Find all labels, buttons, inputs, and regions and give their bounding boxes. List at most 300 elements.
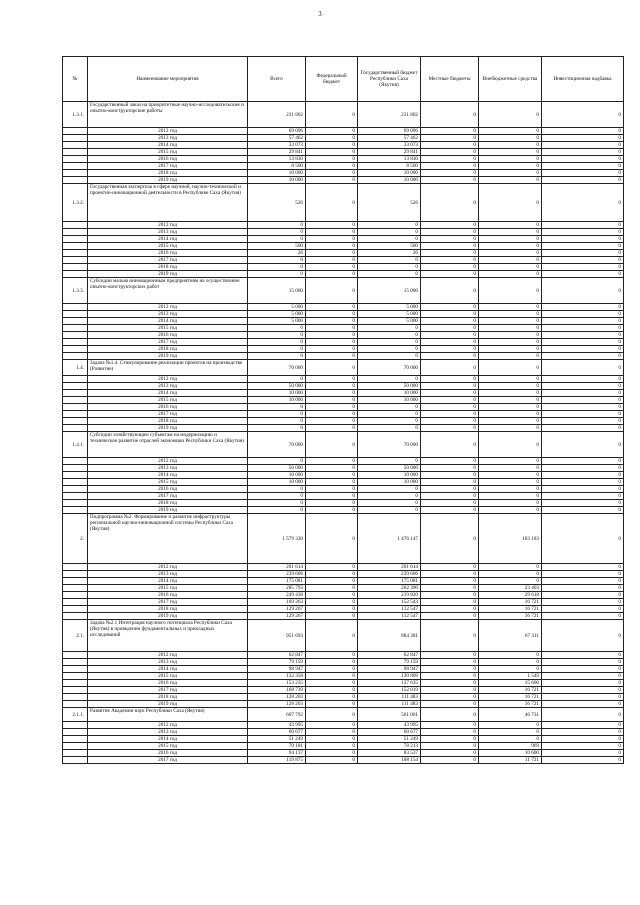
year-row xyxy=(63,149,624,156)
year-row xyxy=(63,411,624,418)
year-republic: 262 390 xyxy=(358,585,421,592)
empty-cell xyxy=(63,397,88,404)
section-extrabudget: 46 731 xyxy=(479,708,542,722)
year-local: 0 xyxy=(421,304,479,311)
year-local: 0 xyxy=(421,257,479,264)
year-investment: 0 xyxy=(542,383,624,390)
year-label: 2013 год xyxy=(88,571,248,578)
year-federal: 0 xyxy=(306,411,358,418)
year-total: 62 847 xyxy=(248,652,306,659)
year-federal: 0 xyxy=(306,397,358,404)
year-row xyxy=(63,694,624,701)
year-label: 2015 год xyxy=(88,743,248,750)
year-republic: 0 xyxy=(358,486,421,493)
year-republic: 78 213 xyxy=(358,743,421,750)
year-republic: 5 000 xyxy=(358,318,421,325)
empty-cell xyxy=(63,694,88,701)
section-federal: 0 xyxy=(306,514,358,564)
year-row xyxy=(63,606,624,613)
year-federal: 0 xyxy=(306,383,358,390)
year-total: 5 000 xyxy=(248,304,306,311)
year-total: 132 358 xyxy=(248,673,306,680)
year-republic: 152 019 xyxy=(358,687,421,694)
year-republic: 0 xyxy=(358,264,421,271)
year-federal: 0 xyxy=(306,729,358,736)
year-label: 2012 год xyxy=(88,458,248,465)
year-federal: 0 xyxy=(306,564,358,571)
year-investment: 0 xyxy=(542,578,624,585)
year-federal: 0 xyxy=(306,722,358,729)
year-federal: 0 xyxy=(306,390,358,397)
header-republic: Государственный бюджет Республики Саха (Якутия) xyxy=(358,57,421,102)
year-extrabudget: 1 549 xyxy=(479,673,542,680)
year-total: 500 xyxy=(248,243,306,250)
year-federal: 0 xyxy=(306,332,358,339)
empty-cell xyxy=(63,236,88,243)
year-row xyxy=(63,390,624,397)
section-investment: 0 xyxy=(542,184,624,222)
year-total: 0 xyxy=(248,418,306,425)
empty-cell xyxy=(63,135,88,142)
year-total: 0 xyxy=(248,353,306,360)
year-federal: 0 xyxy=(306,578,358,585)
empty-cell xyxy=(63,585,88,592)
header-investment: Инвестиционная надбавка xyxy=(542,57,624,102)
year-label: 2016 год xyxy=(88,332,248,339)
year-federal: 0 xyxy=(306,425,358,432)
section-row xyxy=(63,184,624,222)
year-row xyxy=(63,486,624,493)
empty-cell xyxy=(63,271,88,278)
year-label: 2013 год xyxy=(88,383,248,390)
empty-cell xyxy=(63,304,88,311)
year-investment: 0 xyxy=(542,486,624,493)
year-republic: 175 081 xyxy=(358,578,421,585)
empty-cell xyxy=(63,666,88,673)
section-code: 2.1.1. xyxy=(63,708,88,722)
year-investment: 0 xyxy=(542,163,624,170)
year-label: 2014 год xyxy=(88,736,248,743)
empty-cell xyxy=(63,571,88,578)
year-label: 2017 год xyxy=(88,493,248,500)
section-extrabudget: 0 xyxy=(479,432,542,458)
year-local: 0 xyxy=(421,750,479,757)
header-extrabudget: Внебюджетные средства xyxy=(479,57,542,102)
year-extrabudget: 0 xyxy=(479,332,542,339)
year-row xyxy=(63,687,624,694)
year-total: 0 xyxy=(248,339,306,346)
year-federal: 0 xyxy=(306,229,358,236)
year-label: 2014 год xyxy=(88,390,248,397)
year-label: 2014 год xyxy=(88,318,248,325)
year-local: 0 xyxy=(421,652,479,659)
year-republic: 69 096 xyxy=(358,128,421,135)
year-local: 0 xyxy=(421,177,479,184)
year-investment: 0 xyxy=(542,229,624,236)
year-republic: 108 154 xyxy=(358,757,421,764)
section-total: 1 579 330 xyxy=(248,514,306,564)
year-federal: 0 xyxy=(306,666,358,673)
year-total: 0 xyxy=(248,264,306,271)
year-row xyxy=(63,571,624,578)
empty-cell xyxy=(63,222,88,229)
year-federal: 0 xyxy=(306,418,358,425)
year-extrabudget: 0 xyxy=(479,128,542,135)
year-republic: 60 677 xyxy=(358,729,421,736)
year-extrabudget: 10 600 xyxy=(479,750,542,757)
year-label: 2012 год xyxy=(88,564,248,571)
year-federal: 0 xyxy=(306,325,358,332)
year-row xyxy=(63,229,624,236)
year-republic: 500 xyxy=(358,243,421,250)
year-total: 0 xyxy=(248,411,306,418)
empty-cell xyxy=(63,465,88,472)
year-row xyxy=(63,376,624,383)
section-row xyxy=(63,278,624,304)
year-investment: 0 xyxy=(542,411,624,418)
year-extrabudget: 0 xyxy=(479,729,542,736)
year-republic: 0 xyxy=(358,222,421,229)
year-investment: 0 xyxy=(542,156,624,163)
year-row xyxy=(63,404,624,411)
section-row xyxy=(63,620,624,652)
year-label: 2018 год xyxy=(88,170,248,177)
year-investment: 0 xyxy=(542,722,624,729)
year-federal: 0 xyxy=(306,128,358,135)
year-row xyxy=(63,128,624,135)
year-label: 2017 год xyxy=(88,687,248,694)
year-total: 119 875 xyxy=(248,757,306,764)
year-extrabudget: 0 xyxy=(479,465,542,472)
year-investment: 0 xyxy=(542,257,624,264)
section-row xyxy=(63,432,624,458)
year-local: 0 xyxy=(421,564,479,571)
year-federal: 0 xyxy=(306,222,358,229)
year-federal: 0 xyxy=(306,599,358,606)
empty-cell xyxy=(63,425,88,432)
year-label: 2019 год xyxy=(88,701,248,708)
year-extrabudget: 0 xyxy=(479,500,542,507)
year-extrabudget: 0 xyxy=(479,493,542,500)
section-local: 0 xyxy=(421,102,479,128)
year-row xyxy=(63,425,624,432)
year-federal: 0 xyxy=(306,250,358,257)
section-republic: 561 061 xyxy=(358,708,421,722)
section-local: 0 xyxy=(421,432,479,458)
year-local: 0 xyxy=(421,486,479,493)
year-investment: 0 xyxy=(542,599,624,606)
year-local: 0 xyxy=(421,156,479,163)
year-total: 10 000 xyxy=(248,390,306,397)
empty-cell xyxy=(63,177,88,184)
year-row xyxy=(63,250,624,257)
section-row xyxy=(63,514,624,564)
year-republic: 51 249 xyxy=(358,736,421,743)
year-label: 2018 год xyxy=(88,264,248,271)
year-local: 0 xyxy=(421,606,479,613)
year-label: 2014 год xyxy=(88,472,248,479)
year-extrabudget: 0 xyxy=(479,507,542,514)
year-row xyxy=(63,500,624,507)
year-federal: 0 xyxy=(306,376,358,383)
empty-cell xyxy=(63,652,88,659)
year-local: 0 xyxy=(421,376,479,383)
year-total: 128 203 xyxy=(248,694,306,701)
year-federal: 0 xyxy=(306,142,358,149)
year-total: 285 793 xyxy=(248,585,306,592)
section-code: 2. xyxy=(63,514,88,564)
section-extrabudget: 103 183 xyxy=(479,514,542,564)
year-local: 0 xyxy=(421,390,479,397)
year-federal: 0 xyxy=(306,687,358,694)
year-republic: 83 537 xyxy=(358,750,421,757)
year-investment: 0 xyxy=(542,750,624,757)
empty-cell xyxy=(63,743,88,750)
year-local: 0 xyxy=(421,128,479,135)
section-name: Государственный заказ на приоритетные научно-исследовательские и опытно-конструкторские работы xyxy=(88,102,248,128)
year-local: 0 xyxy=(421,411,479,418)
year-total: 168 739 xyxy=(248,687,306,694)
year-republic: 79 159 xyxy=(358,659,421,666)
empty-cell xyxy=(63,142,88,149)
year-label: 2015 год xyxy=(88,243,248,250)
year-row xyxy=(63,156,624,163)
year-total: 129 267 xyxy=(248,613,306,620)
section-code: 1.3.2. xyxy=(63,184,88,222)
year-republic: 0 xyxy=(358,236,421,243)
year-extrabudget: 16 721 xyxy=(479,687,542,694)
year-extrabudget: 0 xyxy=(479,222,542,229)
year-label: 2019 год xyxy=(88,271,248,278)
section-republic: 15 000 xyxy=(358,278,421,304)
year-local: 0 xyxy=(421,680,479,687)
year-total: 60 677 xyxy=(248,729,306,736)
year-extrabudget: 0 xyxy=(479,390,542,397)
header-activity: Наименование мероприятия xyxy=(88,57,248,102)
year-label: 2012 год xyxy=(88,222,248,229)
section-republic: 1 476 147 xyxy=(358,514,421,564)
year-label: 2016 год xyxy=(88,592,248,599)
year-label: 2017 год xyxy=(88,257,248,264)
year-republic: 0 xyxy=(358,425,421,432)
table-header-row xyxy=(63,57,624,102)
section-name: Подпрограмма №2. Формирование и развитие инфраструктуры региональной научно-инновационной системы Республики Саха (Якутия) xyxy=(88,514,248,564)
year-federal: 0 xyxy=(306,613,358,620)
section-federal: 0 xyxy=(306,432,358,458)
year-republic: 0 xyxy=(358,458,421,465)
empty-cell xyxy=(63,332,88,339)
year-label: 2012 год xyxy=(88,652,248,659)
year-investment: 0 xyxy=(542,318,624,325)
year-federal: 0 xyxy=(306,170,358,177)
year-investment: 0 xyxy=(542,592,624,599)
empty-cell xyxy=(63,613,88,620)
year-investment: 0 xyxy=(542,472,624,479)
year-row xyxy=(63,465,624,472)
year-label: 2014 год xyxy=(88,142,248,149)
year-row xyxy=(63,271,624,278)
year-investment: 0 xyxy=(542,325,624,332)
year-extrabudget: 969 xyxy=(479,743,542,750)
year-label: 2013 год xyxy=(88,311,248,318)
empty-cell xyxy=(63,659,88,666)
year-extrabudget: 0 xyxy=(479,271,542,278)
year-republic: 26 xyxy=(358,250,421,257)
section-name: Задача №1.4. Стимулирование реализации проектов на производстве (Развитие) xyxy=(88,360,248,376)
year-total: 13 830 xyxy=(248,156,306,163)
year-total: 153 235 xyxy=(248,680,306,687)
year-extrabudget: 0 xyxy=(479,346,542,353)
year-investment: 0 xyxy=(542,149,624,156)
year-investment: 0 xyxy=(542,236,624,243)
year-federal: 0 xyxy=(306,585,358,592)
year-row xyxy=(63,418,624,425)
header-number: № xyxy=(63,57,88,102)
year-republic: 10 000 xyxy=(358,177,421,184)
year-investment: 0 xyxy=(542,507,624,514)
empty-cell xyxy=(63,353,88,360)
year-total: 0 xyxy=(248,222,306,229)
year-republic: 0 xyxy=(358,376,421,383)
year-row xyxy=(63,257,624,264)
year-label: 2016 год xyxy=(88,486,248,493)
year-total: 10 000 xyxy=(248,170,306,177)
year-extrabudget: 0 xyxy=(479,156,542,163)
section-code: 1.3.1. xyxy=(63,102,88,128)
section-name: Развитие Академии наук Республики Саха (Якутия) xyxy=(88,708,248,722)
year-total: 0 xyxy=(248,271,306,278)
year-federal: 0 xyxy=(306,571,358,578)
section-investment: 0 xyxy=(542,514,624,564)
year-republic: 10 000 xyxy=(358,170,421,177)
year-investment: 0 xyxy=(542,479,624,486)
year-local: 0 xyxy=(421,264,479,271)
year-row xyxy=(63,243,624,250)
year-federal: 0 xyxy=(306,236,358,243)
year-extrabudget: 0 xyxy=(479,376,542,383)
section-investment: 0 xyxy=(542,278,624,304)
year-total: 249 438 xyxy=(248,592,306,599)
year-republic: 13 830 xyxy=(358,156,421,163)
section-name: Задача №2.1 Интеграция научного потенциала Республики Саха (Якутия) в проведении фундаментальных и прикладных исследований xyxy=(88,620,248,652)
year-row xyxy=(63,325,624,332)
year-republic: 5 000 xyxy=(358,304,421,311)
year-federal: 0 xyxy=(306,757,358,764)
year-investment: 0 xyxy=(542,390,624,397)
year-republic: 10 000 xyxy=(358,390,421,397)
section-row xyxy=(63,708,624,722)
year-total: 0 xyxy=(248,500,306,507)
year-republic: 33 073 xyxy=(358,142,421,149)
section-code: 2.1. xyxy=(63,620,88,652)
year-republic: 98 947 xyxy=(358,666,421,673)
year-label: 2016 год xyxy=(88,404,248,411)
year-row xyxy=(63,472,624,479)
year-local: 0 xyxy=(421,666,479,673)
year-total: 5 000 xyxy=(248,318,306,325)
year-total: 239 606 xyxy=(248,571,306,578)
year-label: 2017 год xyxy=(88,757,248,764)
year-total: 50 000 xyxy=(248,383,306,390)
year-investment: 0 xyxy=(542,673,624,680)
year-label: 2018 год xyxy=(88,500,248,507)
year-total: 0 xyxy=(248,486,306,493)
year-row xyxy=(63,564,624,571)
year-republic: 0 xyxy=(358,346,421,353)
year-row xyxy=(63,332,624,339)
year-label: 2012 год xyxy=(88,722,248,729)
year-row xyxy=(63,743,624,750)
section-total: 526 xyxy=(248,184,306,222)
empty-cell xyxy=(63,149,88,156)
year-republic: 29 841 xyxy=(358,149,421,156)
year-investment: 0 xyxy=(542,757,624,764)
year-extrabudget: 0 xyxy=(479,383,542,390)
year-total: 29 841 xyxy=(248,149,306,156)
section-row xyxy=(63,102,624,128)
empty-cell xyxy=(63,318,88,325)
year-label: 2018 год xyxy=(88,694,248,701)
year-republic: 10 000 xyxy=(358,472,421,479)
empty-cell xyxy=(63,500,88,507)
year-republic: 0 xyxy=(358,353,421,360)
section-investment: 0 xyxy=(542,708,624,722)
empty-cell xyxy=(63,606,88,613)
year-total: 0 xyxy=(248,346,306,353)
year-row xyxy=(63,163,624,170)
section-total: 607 792 xyxy=(248,708,306,722)
year-investment: 0 xyxy=(542,493,624,500)
year-republic: 239 606 xyxy=(358,571,421,578)
year-extrabudget: 0 xyxy=(479,472,542,479)
year-total: 169 263 xyxy=(248,599,306,606)
year-extrabudget: 0 xyxy=(479,250,542,257)
year-federal: 0 xyxy=(306,500,358,507)
year-label: 2016 год xyxy=(88,680,248,687)
empty-cell xyxy=(63,383,88,390)
section-extrabudget: 0 xyxy=(479,184,542,222)
year-extrabudget: 0 xyxy=(479,311,542,318)
year-row xyxy=(63,479,624,486)
year-row xyxy=(63,318,624,325)
year-label: 2014 год xyxy=(88,578,248,585)
year-local: 0 xyxy=(421,507,479,514)
year-extrabudget: 0 xyxy=(479,135,542,142)
empty-cell xyxy=(63,404,88,411)
year-total: 51 249 xyxy=(248,736,306,743)
year-investment: 0 xyxy=(542,458,624,465)
year-investment: 0 xyxy=(542,135,624,142)
year-investment: 0 xyxy=(542,701,624,708)
empty-cell xyxy=(63,156,88,163)
year-label: 2017 год xyxy=(88,339,248,346)
year-extrabudget: 0 xyxy=(479,149,542,156)
year-local: 0 xyxy=(421,170,479,177)
year-extrabudget: 0 xyxy=(479,236,542,243)
year-extrabudget: 0 xyxy=(479,404,542,411)
year-republic: 8 500 xyxy=(358,163,421,170)
year-local: 0 xyxy=(421,163,479,170)
year-total: 50 000 xyxy=(248,465,306,472)
year-local: 0 xyxy=(421,311,479,318)
year-local: 0 xyxy=(421,613,479,620)
section-republic: 70 000 xyxy=(358,360,421,376)
section-code: 1.4. xyxy=(63,360,88,376)
year-total: 0 xyxy=(248,404,306,411)
year-label: 2016 год xyxy=(88,750,248,757)
year-label: 2014 год xyxy=(88,666,248,673)
year-total: 129 267 xyxy=(248,606,306,613)
